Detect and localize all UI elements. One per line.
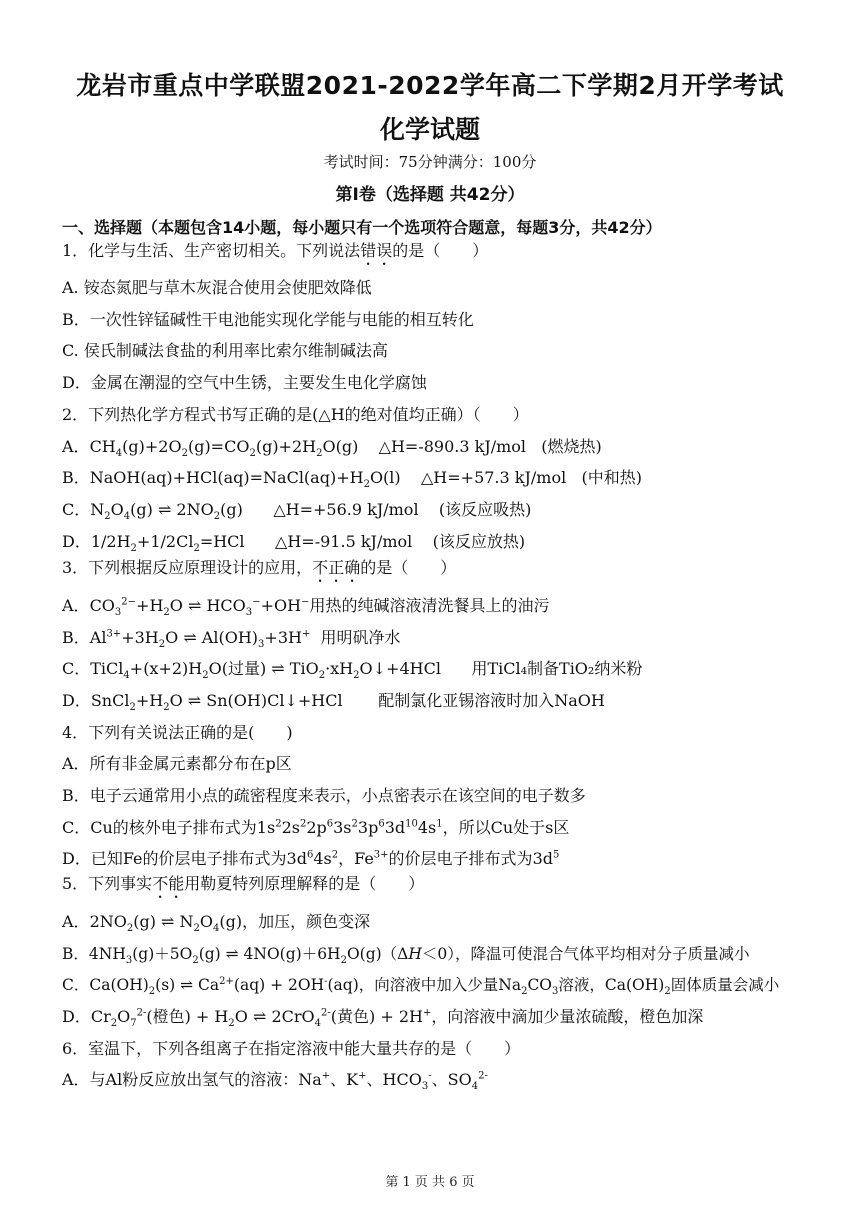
question-3-option-b: B．$Al^{3+}+3H_2O$ ⇌ $Al(OH)_3+3H^+$ 用明矾净水 — [62, 628, 401, 651]
question-5-option-b: B．$4NH_3(g)+5O_2(g)$ ⇌ $4NO(g)+6H_2O(g)(\Delta H<0)$，降温可使混合气体平均相对分子质量减小 — [62, 945, 750, 967]
exam-info: 考试时间：75分钟满分：100分 — [323, 153, 537, 171]
question-1-stem: 1．化学与生活、生产密切相关。下列说法错误的是（ ） — [62, 241, 489, 260]
question-3-stem: 3．下列根据反应原理设计的应用，不正确的是（ ） — [62, 558, 457, 577]
question-6-option-a: A．与Al粉反应放出氢气的溶液：Na+、K+、$HCO_3^-$、$SO_4^{2-}$ — [62, 1070, 488, 1093]
question-1-option-d: D．金属在潮湿的空气中生锈，主要发生电化学腐蚀 — [62, 373, 427, 392]
question-2-option-a: A．$CH_4(g)+2O_2(g)=CO_2(g)+2H_2O(g)$ △H=-890.3 kJ/mol (燃烧热) — [62, 437, 602, 460]
page-footer: 第 1 页 共 6 页 — [385, 1175, 475, 1190]
question-3-option-c: C．$TiCl_4+(x+2)H_2O$(过量) ⇌ $TiO_2\cdot xH_2O↓+4HCl$ 用TiCl₄制备TiO₂纳米粉 — [62, 659, 643, 682]
question-4-stem: 4．下列有关说法正确的是( ) — [62, 723, 293, 742]
exam-subtitle: 化学试题 — [379, 115, 480, 144]
question-1-option-a: A. 铵态氮肥与草木灰混合使用会使肥效降低 — [62, 278, 372, 297]
part-title: 第Ⅰ卷（选择题 共42分） — [335, 185, 525, 205]
question-4-option-d: D．已知Fe的价层电子排布式为$3d^64s^2$，$Fe^{3+}$的价层电子排布式为$3d^5$ — [62, 849, 560, 868]
question-5-option-d: D．$Cr_2O_7^{2-}$(橙色) + $H_2O$ ⇌ 2CrO$_4^{2-}$(黄色) + 2H+，向溶液中滴加少量浓硫酸，橙色加深 — [62, 1007, 704, 1030]
question-2-option-b: B．$NaOH(aq)+HCl(aq)=NaCl(aq)+H_2O(l)$ △H=+57.3 kJ/mol (中和热) — [62, 468, 642, 491]
question-4-option-a: A．所有非金属元素都分布在p区 — [62, 754, 292, 773]
question-5-option-a: A．$2NO_2(g)$ ⇌ $N_2O_4(g)$，加压，颜色变深 — [62, 912, 371, 935]
question-1-option-c: C. 侯氏制碱法食盐的利用率比索尔维制碱法高 — [62, 341, 388, 360]
question-4-option-b: B．电子云通常用小点的疏密程度来表示，小点密表示在该空间的电子数多 — [62, 786, 586, 805]
question-5-stem: 5．下列事实不能用勒夏特列原理解释的是（ ） — [62, 874, 425, 893]
question-5-option-c: C．$Ca(OH)_2(s)$ ⇌ $Ca^{2+}(aq) + 2OH^-(aq)$，向溶液中加入少量$Na_2CO_3$溶液，$Ca(OH)_2$固体质量会减小 — [62, 975, 780, 998]
exam-title: 龙岩市重点中学联盟2021-2022学年高二下学期2月开学考试 — [76, 71, 784, 100]
question-4-option-c: C．Cu的核外电子排布式为$1s^22s^22p^63s^23p^63d^{10}4s^1$，所以Cu处于s区 — [62, 818, 570, 837]
question-2-option-d: D．$1/2H_2+1/2Cl_2=HCl$ △H=-91.5 kJ/mol (该反应放热) — [62, 532, 526, 555]
section-title: 一、选择题（本题包含14小题，每小题只有一个选项符合题意，每题3分，共42分） — [62, 218, 662, 237]
question-2-option-c: C．$N_2O_4(g)$ ⇌ $2NO_2(g)$ △H=+56.9 kJ/mol (该反应吸热) — [62, 500, 532, 523]
question-3-option-d: D．$SnCl_2+H_2O$ ⇌ Sn(OH)Cl↓+HCl 配制氯化亚锡溶液时加入NaOH — [62, 691, 605, 714]
question-1-option-b: B．一次性锌锰碱性干电池能实现化学能与电能的相互转化 — [62, 310, 474, 329]
question-6-stem: 6．室温下，下列各组离子在指定溶液中能大量共存的是（ ） — [62, 1039, 521, 1058]
question-2-stem: 2．下列热化学方程式书写正确的是(△H的绝对值均正确）（ ） — [62, 405, 529, 424]
question-3-option-a: A．$CO_3^{2-}+H_2O$ ⇌ $HCO_3^-+OH^-$用热的纯碱溶液清洗餐具上的油污 — [62, 596, 550, 619]
